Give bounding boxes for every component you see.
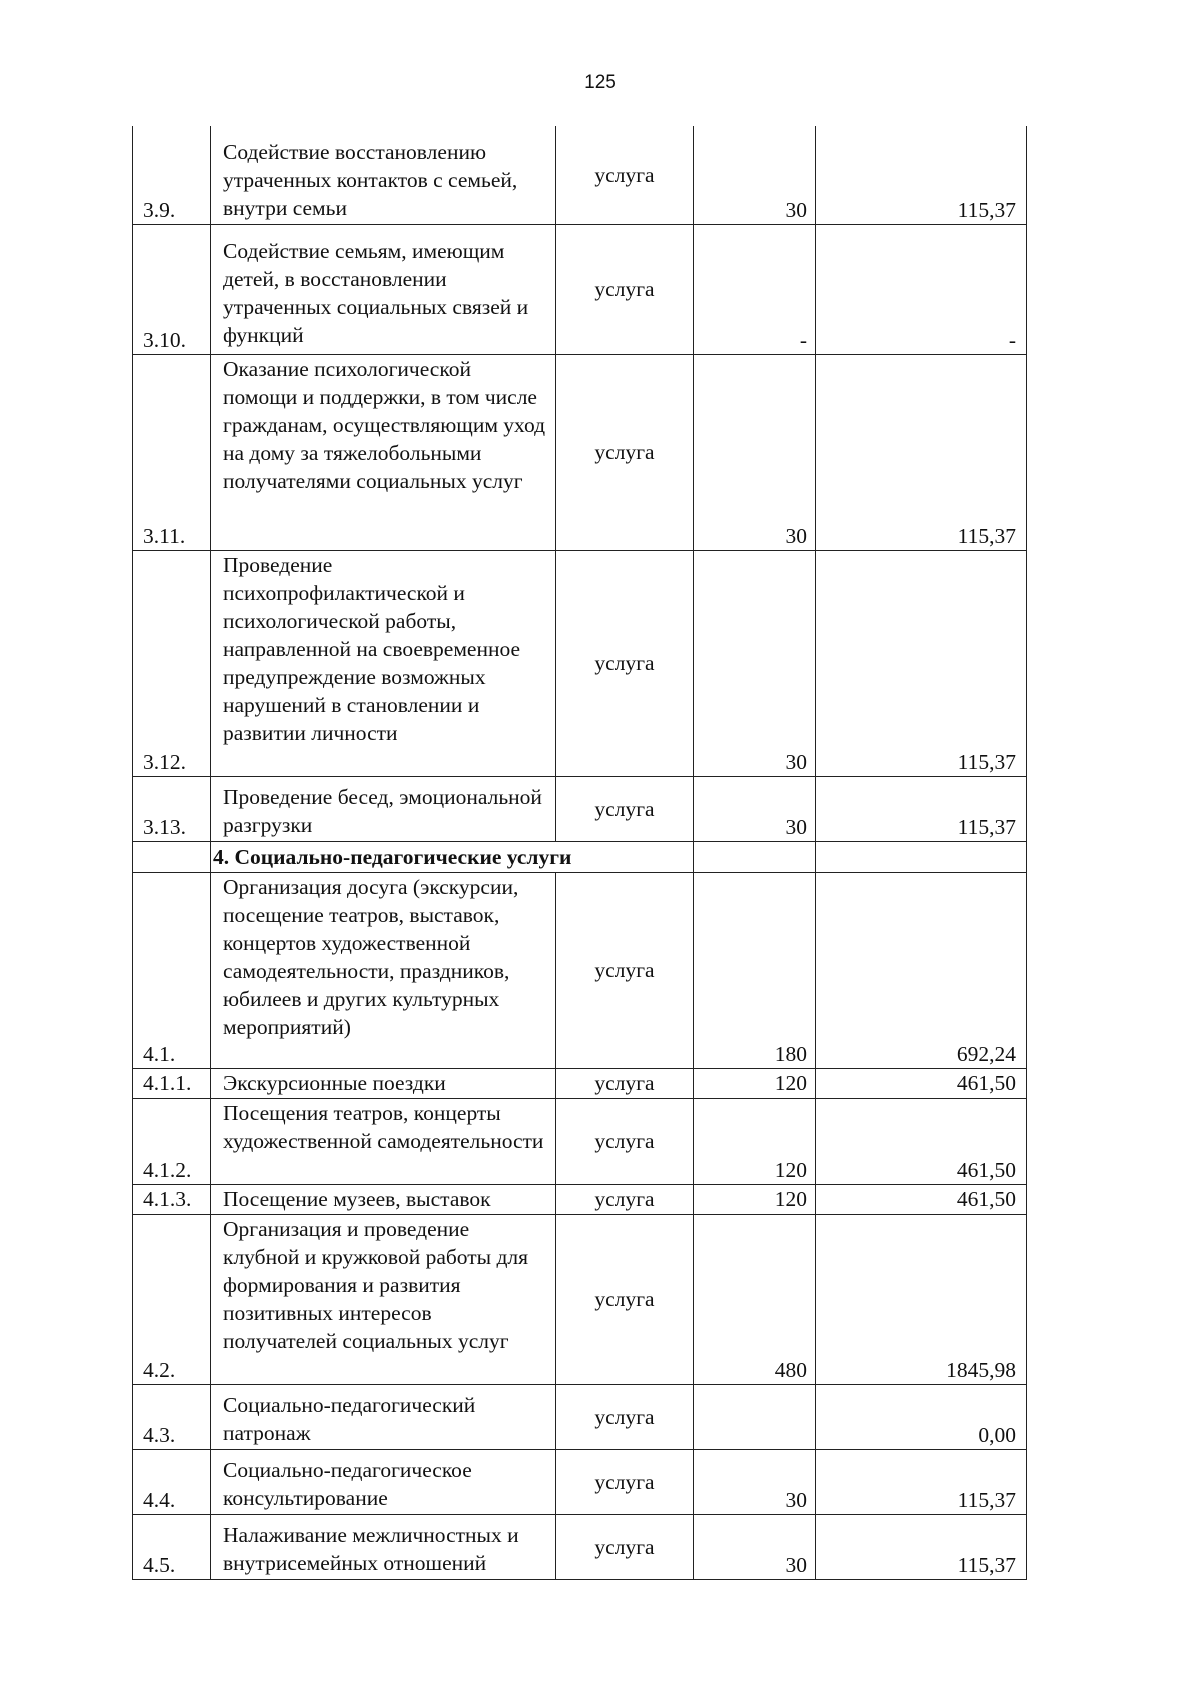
table-row-3-9 [133,126,1027,224]
price-cell: 115,37 [816,354,1027,550]
service-name: Посещения театров, концерты художественной самодеятельности [211,1098,556,1184]
row-number: 4.1. [133,872,211,1068]
norm-cell: 30 [694,776,816,841]
services-table [132,126,1027,1580]
row-number: 3.11. [133,354,211,550]
table-row-4-4 [133,1449,1027,1514]
norm-cell: 480 [694,1214,816,1384]
service-name: Содействие семьям, имеющим детей, в восстановлении утраченных социальных связей и функций [211,224,556,354]
section-empty-cell [816,841,1027,872]
price-cell: 0,00 [816,1384,1027,1449]
unit-cell: услуга [556,126,694,224]
section-row-4 [133,841,1027,872]
unit-cell: услуга [556,1214,694,1384]
price-cell: 115,37 [816,126,1027,224]
unit-cell: услуга [556,1449,694,1514]
unit-cell: услуга [556,1514,694,1579]
norm-cell: - [694,224,816,354]
unit-cell: услуга [556,1068,694,1098]
price-cell: 692,24 [816,872,1027,1068]
row-number: 4.3. [133,1384,211,1449]
unit-cell: услуга [556,224,694,354]
price-cell: 115,37 [816,1514,1027,1579]
row-number: 4.1.1. [133,1068,211,1098]
unit-cell: услуга [556,1384,694,1449]
service-name: Оказание психологической помощи и поддержки, в том числе гражданам, осуществляющим уход на дому за тяжелобольными получателями социальных услуг [211,354,556,550]
norm-cell [694,1384,816,1449]
section-empty-cell [694,841,816,872]
table-row-3-10 [133,224,1027,354]
row-number: 4.5. [133,1514,211,1579]
service-name: Организация досуга (экскурсии, посещение театров, выставок, концертов художественной самодеятельности, праздников, юбилеев и других культурных мероприятий) [211,872,556,1068]
price-cell: 461,50 [816,1098,1027,1184]
service-name: Социально-педагогический патронаж [211,1384,556,1449]
row-number: 4.4. [133,1449,211,1514]
section-empty-cell [133,841,211,872]
price-cell: 115,37 [816,1449,1027,1514]
price-cell: 461,50 [816,1184,1027,1214]
row-number: 4.1.3. [133,1184,211,1214]
norm-cell: 30 [694,1449,816,1514]
table-row-4-5 [133,1514,1027,1579]
table-row-3-11 [133,354,1027,550]
unit-cell: услуга [556,776,694,841]
service-name: Содействие восстановлению утраченных контактов с семьей, внутри семьи [211,126,556,224]
table-row-4-1-1 [133,1068,1027,1098]
service-name: Проведение бесед, эмоциональной разгрузки [211,776,556,841]
table-row-4-3 [133,1384,1027,1449]
service-name: Экскурсионные поездки [211,1068,556,1098]
table-row-4-2 [133,1214,1027,1384]
row-number: 3.13. [133,776,211,841]
section-title: 4. Социально-педагогические услуги [211,841,694,872]
unit-cell: услуга [556,872,694,1068]
unit-cell: услуга [556,1098,694,1184]
row-number: 3.12. [133,550,211,776]
norm-cell: 30 [694,354,816,550]
price-cell: 1845,98 [816,1214,1027,1384]
price-cell: - [816,224,1027,354]
norm-cell: 120 [694,1184,816,1214]
unit-cell: услуга [556,1184,694,1214]
service-name: Налаживание межличностных и внутрисемейных отношений [211,1514,556,1579]
row-number: 4.2. [133,1214,211,1384]
norm-cell: 30 [694,550,816,776]
table-row-3-12 [133,550,1027,776]
norm-cell: 120 [694,1098,816,1184]
service-name: Посещение музеев, выставок [211,1184,556,1214]
page-number: 125 [584,72,616,93]
norm-cell: 30 [694,126,816,224]
unit-cell: услуга [556,354,694,550]
table-row-4-1-3 [133,1184,1027,1214]
norm-cell: 120 [694,1068,816,1098]
row-number: 3.9. [133,126,211,224]
unit-cell: услуга [556,550,694,776]
table-row-3-13 [133,776,1027,841]
norm-cell: 180 [694,872,816,1068]
row-number: 3.10. [133,224,211,354]
table-row-4-1-2 [133,1098,1027,1184]
service-name: Организация и проведение клубной и кружковой работы для формирования и развития позитивных интересов получателей социальных услуг [211,1214,556,1384]
service-name: Проведение психопрофилактической и психологической работы, направленной на своевременное предупреждение возможных нарушений в становлении и развитии личности [211,550,556,776]
price-cell: 115,37 [816,776,1027,841]
norm-cell: 30 [694,1514,816,1579]
service-name: Социально-педагогическое консультирование [211,1449,556,1514]
price-cell: 115,37 [816,550,1027,776]
row-number: 4.1.2. [133,1098,211,1184]
table-row-4-1 [133,872,1027,1068]
price-cell: 461,50 [816,1068,1027,1098]
